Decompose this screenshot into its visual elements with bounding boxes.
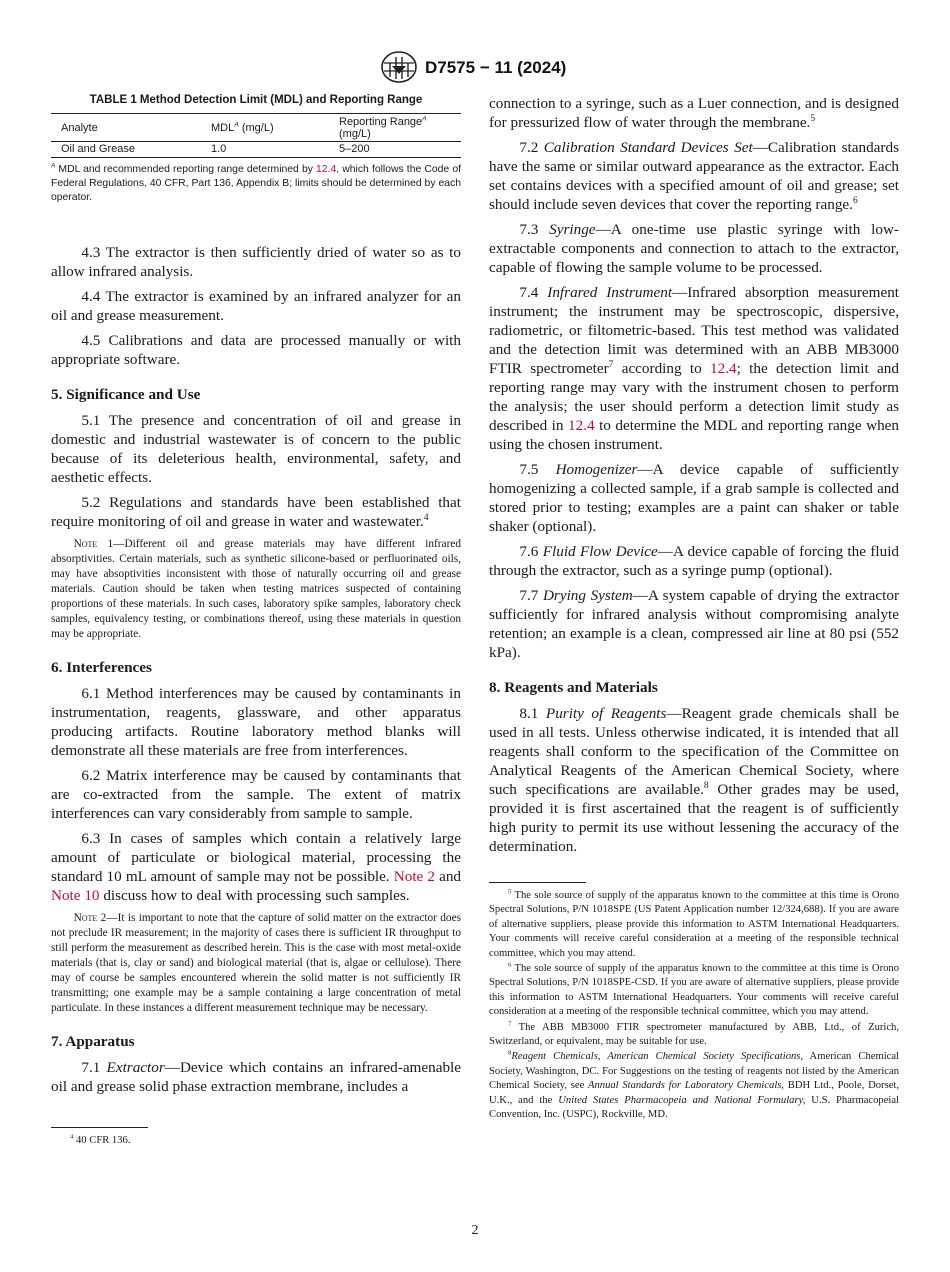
table-footnote: $^A$ MDL and recommended reporting range determined by 12.4, which follows the Code of Federal Regulations, 40 CFR, Part 136, Appendix B; limits should be determined by each operator. bbox=[51, 162, 461, 203]
footnote-divider bbox=[51, 1127, 148, 1128]
note-1: Note 1—Different oil and grease materials may have different infrared absorptivities. Certain materials, such as synthetic silicone-based or perfluorinated oils, may have absoptivities inconsistent with those of naturally occurring oil and grease materials. Caution should be taken when testing matrices suspected of containing proportions of these materials. In such cases, laboratory spike samples, laboratory check samples, equivalency testing, or combinations thereof, using these materials in question may be appropriate. bbox=[51, 538, 461, 640]
footnote-4: $^4$ 40 CFR 136. bbox=[70, 1133, 131, 1146]
footnote-ref-7[interactable]: 7 bbox=[608, 359, 614, 370]
para-4-5: 4.5 Calibrations and data are processed manually or with appropriate software. bbox=[51, 332, 461, 368]
para-7-5: 7.5 Homogenizer—A device capable of sufficiently homogenizing a collected sample, if a grab sample is collected and stored prior to testing; examples are a paint can shaker or table shaker (optional). bbox=[489, 461, 899, 535]
para-5-1: 5.1 The presence and concentration of oil and grease in domestic and industrial wastewater is of concern to the public because of its deleterious health, environmental, safety, and aesthetic effects. bbox=[51, 412, 461, 486]
cell-mdl: 1.0 bbox=[211, 143, 227, 155]
left-column bbox=[51, 94, 461, 1149]
para-8-1: 8.1 Purity of Reagents—Reagent grade chemicals shall be used in all tests. Unless otherwise indicated, it is intended that all reagents shall conform to the specification of the Committee on Analytical Reagents of the American Chemical Society, where such specifications are available.$^8$ Other grades may be used, provided it is first ascertained that the reagent is of sufficiently high purity to permit its use without lessening the accuracy of the determination. bbox=[489, 705, 900, 855]
para-7-3: 7.3 Syringe—A one-time use plastic syringe with low-extractable components and connection to attach to the extractor, capable of flowing the sample volume to be processed. bbox=[489, 221, 899, 276]
link-12-4[interactable]: 12.4 bbox=[710, 360, 737, 377]
footnote-ref-8[interactable]: 8 bbox=[703, 780, 709, 791]
astm-logo-icon bbox=[380, 50, 418, 84]
col-analyte: Analyte bbox=[61, 122, 98, 134]
page-header bbox=[0, 50, 950, 86]
para-5-2: 5.2 Regulations and standards have been established that require monitoring of oil and grease in water and wastewater.$^4$ bbox=[51, 494, 461, 530]
footnote-ref-6[interactable]: 6 bbox=[852, 195, 858, 206]
footnote-7: $^7$ The ABB MB3000 FTIR spectrometer manufactured by ABB, Ltd., of Zurich, Switzerland, or equivalent, may be suitable for use. bbox=[489, 1020, 899, 1048]
footnote-ref-5[interactable]: 5 bbox=[810, 113, 816, 124]
para-6-2: 6.2 Matrix interference may be caused by contaminants that are co-extracted from the sample. The extent of matrix interferences can vary considerably from sample to sample. bbox=[51, 767, 461, 822]
footnote-5: $^5$ The sole source of supply of the apparatus known to the committee at this time is Orono Spectral Solutions, P/N 1018SPE (US Patent Application number 12/324,688). If you are aware of alternative suppliers, please provide this information to ASTM International Headquarters. Your comments will receive careful consideration at a meeting of the responsible technical committee, which you may attend. bbox=[489, 888, 899, 959]
table-caption: TABLE 1 Method Detection Limit (MDL) and Reporting Range bbox=[89, 94, 423, 106]
footnote-ref-4[interactable]: 4 bbox=[423, 512, 429, 523]
para-6-3: 6.3 In cases of samples which contain a relatively large amount of particulate or biological material, processing the standard 10 mL amount of sample may not be possible. Note 2 and Note 10 discuss how to deal with processing such samples. bbox=[51, 830, 462, 904]
section-6-heading: 6. Interferences bbox=[51, 659, 152, 676]
para-7-1: 7.1 Extractor—Device which contains an infrared-amenable oil and grease solid phase extraction membrane, includes a bbox=[51, 1059, 461, 1095]
link-note-10[interactable]: Note 10 bbox=[51, 887, 100, 904]
page-number: 2 bbox=[471, 1223, 479, 1238]
para-4-4: 4.4 The extractor is examined by an infrared analyzer for an oil and grease measurement. bbox=[51, 288, 461, 324]
cell-analyte: Oil and Grease bbox=[61, 143, 135, 155]
footnote-6: $^6$ The sole source of supply of the apparatus known to the committee at this time is Orono Spectral Solutions, P/N 1018SPE-CSD. If you are aware of alternative suppliers, please provide this information to ASTM International Headquarters. Your comments will receive careful consideration at a meeting of the responsible technical committee, which you may attend. bbox=[489, 961, 899, 1018]
footnote-divider bbox=[489, 882, 586, 883]
section-8-heading: 8. Reagents and Materials bbox=[489, 679, 658, 696]
para-7-7: 7.7 Drying System—A system capable of drying the extractor sufficiently for infrared analysis without compromising analyte retention; an example is a clean, compressed air line at 80 psi (552 kPa). bbox=[489, 587, 900, 661]
link-note-2[interactable]: Note 2 bbox=[393, 868, 435, 885]
col-reporting-range: Reporting Range$^A$ (mg/L) bbox=[339, 115, 427, 140]
mdl-table bbox=[51, 113, 461, 158]
footnote-8: $^8$Reagent Chemicals, American Chemical Society Specifications, American Chemical Society, Washington, DC. For Suggestions on the testing of reagents not listed by the American Chemical Society, see Annual Standards for Laboratory Chemicals, BDH Ltd., Poole, Dorset, U.K., and the United States Pharmacopeia and National Formulary, U.S. Pharmacopeial Convention, Inc. (USPC), Rockville, MD. bbox=[489, 1049, 899, 1121]
link-12-4[interactable]: 12.4 bbox=[568, 417, 595, 434]
para-7-1-continued: connection to a syringe, such as a Luer connection, and is designed for pressurized flow of water through the membrane.$^5$ bbox=[489, 95, 899, 131]
para-6-1: 6.1 Method interferences may be caused by contaminants in instrumentation, reagents, glassware, and other apparatus producing artifacts. Routine laboratory method blanks will demonstrate all these materials are free from interferences. bbox=[51, 685, 461, 759]
section-5-heading: 5. Significance and Use bbox=[51, 386, 201, 403]
para-7-6: 7.6 Fluid Flow Device—A device capable of forcing the fluid through the extractor, such as a syringe pump (optional). bbox=[489, 543, 900, 579]
section-7-heading: 7. Apparatus bbox=[51, 1033, 135, 1050]
table-1 bbox=[51, 94, 461, 205]
table-row bbox=[51, 142, 461, 158]
para-4-3: 4.3 The extractor is then sufficiently dried of water so as to allow infrared analysis. bbox=[51, 244, 461, 280]
para-7-2: 7.2 Calibration Standard Devices Set—Calibration standards have the same or similar outward appearance as the extractor. Each set contains devices with a specified amount of oil and grease; set should include seven devices that cover the reporting range.$^6$ bbox=[489, 139, 899, 213]
table-header-row bbox=[51, 114, 461, 142]
right-column bbox=[489, 94, 899, 1124]
note-2: Note 2—It is important to note that the capture of solid matter on the extractor does not preclude IR measurement; in the majority of cases there is sufficient IR throughput to still perform the measurement as described herein. This is the case with most metal-oxide materials (that is, clay or sand) and biological material (that is, algae or cellulose). There may of course be samples encountered wherein the solid matter is not sufficiently IR transmitting; one example may be a sample containing a large concentration of metal particulate. In these instances a different measurement technique may be necessary. bbox=[51, 912, 461, 1014]
link-12-4[interactable]: 12.4 bbox=[316, 164, 337, 175]
para-7-4: 7.4 Infrared Instrument—Infrared absorption measurement instrument; the instrument may be spectroscopic, dispersive, radiometric, or filtometric-based. This test method was validated and the detection limit was determined with an ABB MB3000 FTIR spectrometer$^7$ according to 12.4; the detection limit and reporting range may vary with the instrument chosen to perform the analysis; the user should perform a detection limit study as described in 12.4 to determine the MDL and reporting range when using the chosen instrument. bbox=[489, 284, 900, 453]
col-mdl: $MDL^A$ (mg/L) bbox=[211, 121, 274, 134]
cell-range: 5–200 bbox=[339, 143, 370, 155]
document-designation: D7575 − 11 (2024) bbox=[425, 58, 567, 77]
